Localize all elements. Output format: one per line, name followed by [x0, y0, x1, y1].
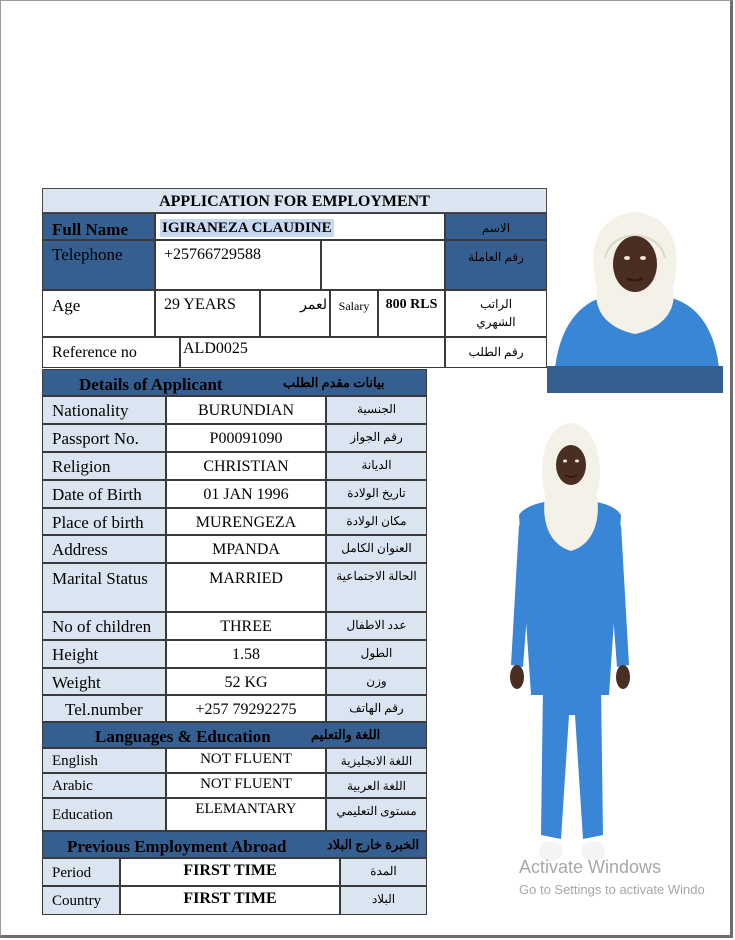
row-arabic-label: البلاد — [340, 886, 427, 915]
row-arabic-label: اللغة العربية — [326, 773, 427, 798]
photo-blue-strip — [547, 366, 723, 393]
row-arabic-label: مستوى التعليمي — [326, 798, 427, 831]
telephone-value: +25766729588 — [164, 246, 262, 263]
row-arabic-label: تاريخ الولادة — [326, 480, 427, 508]
row-arabic-label: الحالة الاجتماعية — [326, 563, 427, 612]
telephone-ar-cell: رقم العاملة — [445, 240, 547, 290]
full-name-value-cell — [155, 213, 445, 240]
row-label: Passport No. — [42, 424, 166, 452]
full-name-value: IGIRANEZA CLAUDINE — [162, 220, 332, 236]
age-value-cell — [155, 290, 260, 337]
row-label: Height — [42, 640, 166, 668]
row-value: P00091090 — [166, 424, 326, 452]
row-arabic-label: عدد الاطفال — [326, 612, 427, 640]
applicant-full-body-photo — [505, 415, 635, 870]
row-arabic-label: المدة — [340, 858, 427, 886]
reference-label: Reference no — [52, 344, 137, 361]
row-value: +257 79292275 — [166, 695, 326, 722]
row-arabic-label: الديانة — [326, 452, 427, 480]
row-arabic-label: الطول — [326, 640, 427, 668]
full-name-label-cell — [42, 213, 155, 240]
employment-heading: Previous Employment Abroad الخبرة خارج البلاد — [42, 831, 427, 858]
row-value: 52 KG — [166, 668, 326, 695]
salary-label-cell — [330, 290, 378, 337]
form-title: APPLICATION FOR EMPLOYMENT — [42, 188, 547, 213]
row-label: Country — [42, 886, 120, 915]
applicant-portrait-photo — [547, 188, 723, 368]
languages-heading: Languages & Education اللغة والتعليم — [42, 722, 427, 748]
row-value: MARRIED — [166, 563, 326, 612]
salary-value-cell — [378, 290, 445, 337]
row-arabic-label: رقم الجواز — [326, 424, 427, 452]
activate-windows-watermark: Activate Windows — [519, 857, 662, 877]
row-value: NOT FLUENT — [166, 748, 326, 773]
age-value: 29 YEARS — [164, 296, 236, 313]
row-label: Tel.number — [42, 695, 166, 722]
row-arabic-label: وزن — [326, 668, 427, 695]
reference-ar-cell: رقم الطلب — [445, 337, 547, 368]
telephone-label-cell — [42, 240, 155, 290]
row-label: Nationality — [42, 396, 166, 424]
row-value: FIRST TIME — [120, 858, 340, 886]
row-label: Religion — [42, 452, 166, 480]
details-heading: Details of Applicant بيانات مقدم الطلب — [42, 369, 427, 396]
row-arabic-label: مكان الولادة — [326, 508, 427, 535]
row-arabic-label: اللغة الانجليزية — [326, 748, 427, 773]
row-arabic-label: العنوان الكامل — [326, 535, 427, 563]
telephone-value-cell — [155, 240, 321, 290]
row-value: CHRISTIAN — [166, 452, 326, 480]
row-value: MPANDA — [166, 535, 326, 563]
row-value: BURUNDIAN — [166, 396, 326, 424]
row-label: English — [42, 748, 166, 773]
activate-windows-hint: Go to Settings to activate Windo — [519, 882, 705, 897]
row-label: Date of Birth — [42, 480, 166, 508]
row-label: Weight — [42, 668, 166, 695]
row-value: FIRST TIME — [120, 886, 340, 915]
row-label: Marital Status — [42, 563, 166, 612]
reference-value-cell — [180, 337, 445, 368]
age-ar-cell: لعمر — [260, 290, 330, 337]
age-label: Age — [52, 296, 81, 315]
reference-value: ALD0025 — [183, 340, 248, 357]
row-label: No of children — [42, 612, 166, 640]
row-label: Place of birth — [42, 508, 166, 535]
row-value: THREE — [166, 612, 326, 640]
row-label: Education — [42, 798, 166, 831]
full-name-label: Full Name — [52, 220, 129, 239]
salary-value: 800 RLS — [385, 297, 438, 312]
full-name-ar-cell: الاسم — [445, 213, 547, 240]
salary-ar-cell: الراتب الشهري — [445, 290, 547, 337]
age-label-cell — [42, 290, 155, 337]
reference-label-cell — [42, 337, 180, 368]
row-label: Period — [42, 858, 120, 886]
row-value: 1.58 — [166, 640, 326, 668]
row-label: Address — [42, 535, 166, 563]
row-arabic-label: رقم الهاتف — [326, 695, 427, 722]
row-value: NOT FLUENT — [166, 773, 326, 798]
telephone-spacer-cell — [321, 240, 445, 290]
row-arabic-label: الجنسية — [326, 396, 427, 424]
row-value: 01 JAN 1996 — [166, 480, 326, 508]
row-value: ELEMANTARY — [166, 798, 326, 831]
row-value: MURENGEZA — [166, 508, 326, 535]
row-label: Arabic — [42, 773, 166, 798]
telephone-label: Telephone — [52, 245, 123, 264]
salary-label: Salary — [338, 299, 370, 313]
